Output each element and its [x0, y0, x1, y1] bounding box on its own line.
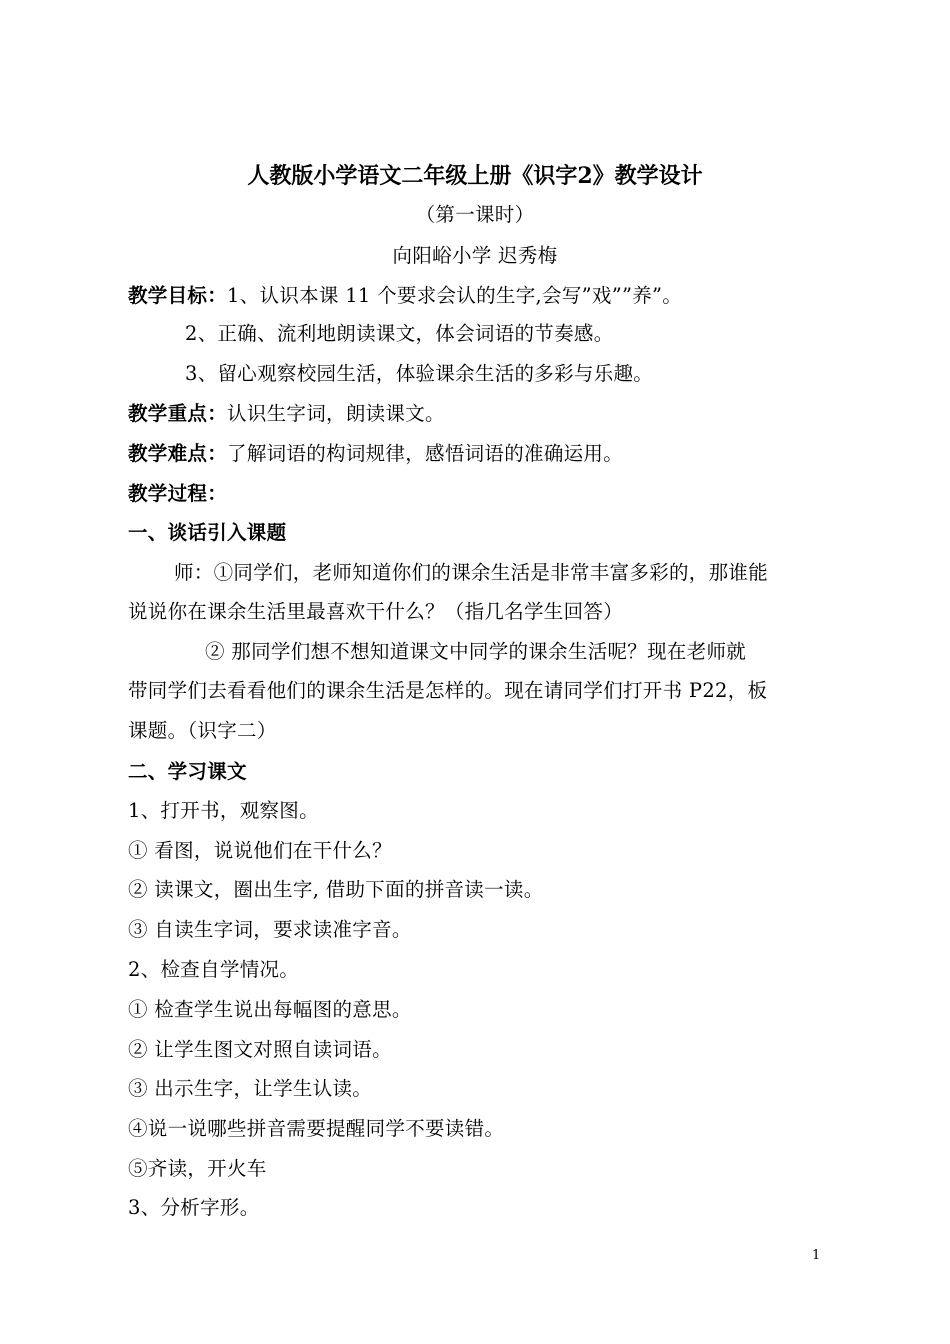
- section-2-line: ② 读课文，圈出生字, 借助下面的拼音读一读。: [128, 878, 544, 901]
- section-2-heading: 二、学习课文: [128, 760, 247, 783]
- teaching-goals-label: 教学目标：: [128, 284, 228, 307]
- section-2-line: 1、打开书，观察图。: [128, 799, 319, 822]
- document-subtitle: （第一课时）: [415, 203, 535, 226]
- section-1-paragraph-2-line-1: ② 那同学们想不想知道课文中同学的课余生活呢？现在老师就: [205, 640, 747, 663]
- section-2-line: ③ 自读生字词，要求读准字音。: [128, 918, 412, 941]
- section-2-line: ④说一说哪些拼音需要提醒同学不要读错。: [128, 1117, 505, 1140]
- section-1-paragraph-1-line-2: 说说你在课余生活里最喜欢干什么？（指几名学生回答）: [128, 600, 624, 623]
- teaching-process-label: 教学过程：: [128, 482, 228, 505]
- section-1-paragraph-2-line-3: 课题。（识字二）: [128, 719, 277, 742]
- author-line: 向阳峪小学 迟秀梅: [392, 244, 558, 267]
- teaching-goals-line: [128, 282, 682, 310]
- section-2-line: ① 看图，说说他们在干什么？: [128, 839, 392, 862]
- teaching-difficulty-line: [128, 440, 623, 468]
- section-2-line: ① 检查学生说出每幅图的意思。: [128, 998, 412, 1021]
- section-1-paragraph-2-line-2: 带同学们去看看他们的课余生活是怎样的。现在请同学们打开书 P22，板: [128, 679, 768, 702]
- teaching-goal-2: 2、正确、流利地朗读课文，体会词语的节奏感。: [185, 322, 614, 345]
- document-title: 人教版小学语文二年级上册《识字2》教学设计: [247, 163, 703, 189]
- section-2-line: ③ 出示生字，让学生认读。: [128, 1077, 373, 1100]
- page-number: 1: [812, 1248, 821, 1263]
- section-2-line: 2、检查自学情况。: [128, 958, 300, 981]
- teaching-focus-text: 认识生字词，朗读课文。: [227, 402, 445, 425]
- section-2-line: 3、分析字形。: [128, 1196, 260, 1219]
- teaching-difficulty-label: 教学难点：: [128, 442, 228, 465]
- teaching-focus-line: [128, 400, 445, 428]
- section-1-heading: 一、谈话引入课题: [128, 521, 287, 544]
- teaching-difficulty-text: 了解词语的构词规律，感悟词语的准确运用。: [227, 442, 624, 465]
- section-2-line: ⑤齐读，开火车: [128, 1157, 267, 1180]
- teaching-goal-3: 3、留心观察校园生活，体验课余生活的多彩与乐趣。: [185, 362, 654, 385]
- section-2-line: ② 让学生图文对照自读词语。: [128, 1038, 392, 1061]
- teaching-focus-label: 教学重点：: [128, 402, 228, 425]
- teaching-goal-1: 1、认识本课 11 个要求会认的生字,会写”戏””养”。: [227, 284, 683, 307]
- section-1-paragraph-1-line-1: 师：①同学们，老师知道你们的课余生活是非常丰富多彩的，那谁能: [174, 561, 769, 584]
